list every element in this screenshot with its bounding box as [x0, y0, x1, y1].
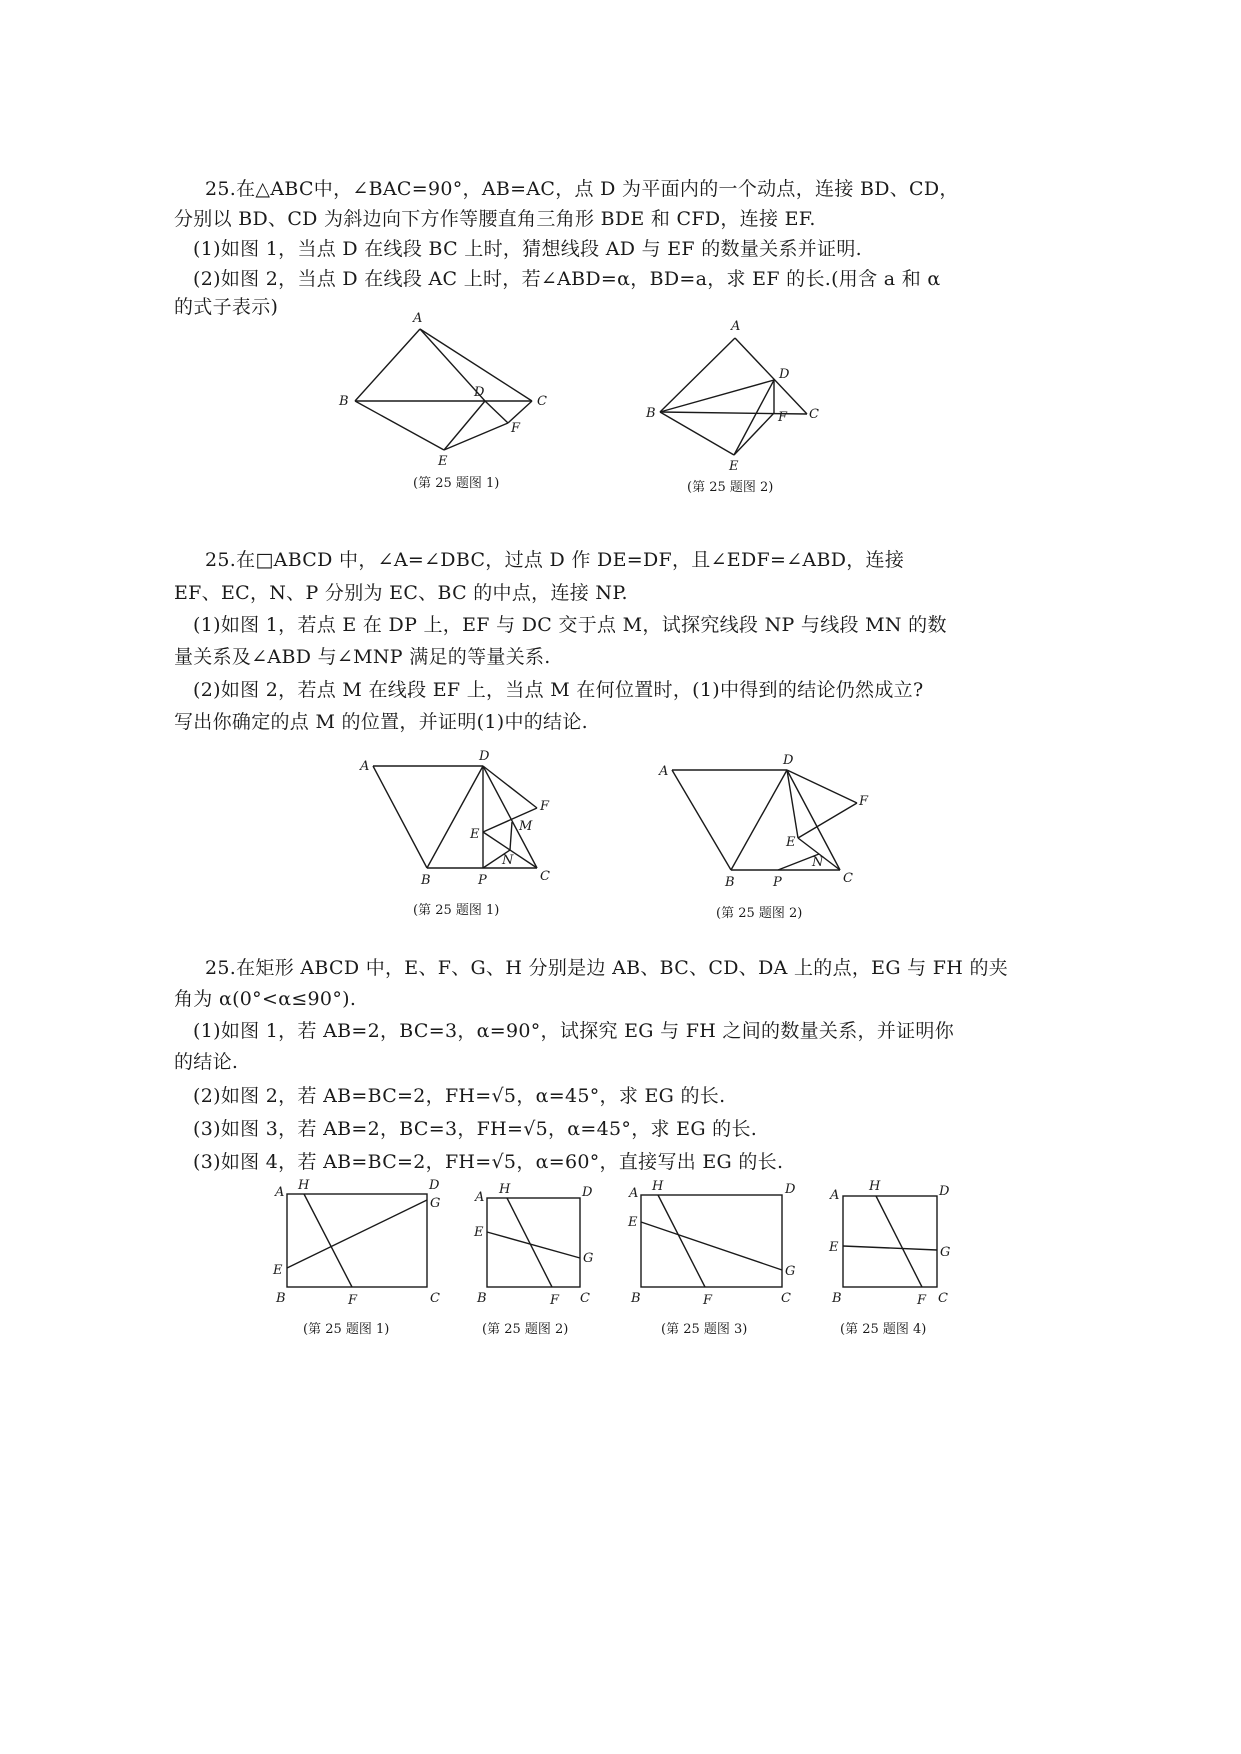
segment-EG: [641, 1222, 782, 1270]
problem-1-line-1: 25.在△ABC中，∠BAC=90°，AB=AC，点 D 为平面内的一个动点，连接 BD、CD，: [205, 178, 959, 200]
problem-3-caption-2: (第 25 题图 2): [482, 1322, 569, 1337]
label-P: P: [478, 873, 487, 888]
problem-1-caption-1: (第 25 题图 1): [413, 476, 500, 491]
label-H: H: [499, 1182, 511, 1197]
label-A: A: [475, 1190, 485, 1205]
label-C: C: [843, 871, 853, 886]
label-D: D: [783, 753, 794, 768]
problem-2-caption-2: (第 25 题图 2): [716, 906, 803, 921]
problem-1-line-2: 分别以 BD、CD 为斜边向下方作等腰直角三角形 BDE 和 CFD，连接 EF.: [174, 208, 816, 230]
label-A: A: [360, 759, 370, 774]
label-F: F: [348, 1293, 358, 1308]
label-A: A: [629, 1186, 639, 1201]
label-F: F: [917, 1293, 927, 1308]
label-B: B: [646, 406, 656, 421]
label-A: A: [830, 1188, 840, 1203]
label-B: B: [276, 1291, 286, 1306]
label-D: D: [779, 367, 790, 382]
problem-1-caption-2: (第 25 题图 2): [687, 480, 774, 495]
rectangle-ABCD: [641, 1195, 782, 1287]
segment-HF: [507, 1198, 552, 1287]
label-G: G: [430, 1196, 441, 1211]
problem-3-figure-4: [828, 1179, 950, 1308]
label-H: H: [869, 1179, 881, 1194]
problem-3-line-5: (2)如图 2，若 AB=BC=2，FH=√5，α=45°，求 EG 的长.: [193, 1085, 726, 1107]
label-D: D: [479, 749, 490, 764]
label-D: D: [429, 1178, 440, 1193]
rectangle-ABCD: [843, 1196, 937, 1287]
label-C: C: [580, 1291, 590, 1306]
problem-3-line-3: (1)如图 1，若 AB=2，BC=3，α=90°，试探究 EG 与 FH 之间的数量关系，并证明你: [193, 1020, 955, 1042]
label-B: B: [631, 1291, 641, 1306]
label-D: D: [474, 385, 485, 400]
label-D: D: [939, 1184, 950, 1199]
problem-3-line-1: 25.在矩形 ABCD 中，E、F、G、H 分别是边 AB、BC、CD、DA 上的点，EG 与 FH 的夹: [205, 957, 1009, 979]
label-N: N: [812, 855, 824, 870]
label-A: A: [731, 319, 741, 334]
problem-2-line-5: (2)如图 2，若点 M 在线段 EF 上，当点 M 在何位置时，(1)中得到的结论仍然成立?: [193, 679, 924, 701]
label-F: F: [550, 1293, 560, 1308]
label-C: C: [540, 869, 550, 884]
label-F: F: [511, 421, 521, 436]
label-A: A: [275, 1185, 285, 1200]
problem-3-caption-3: (第 25 题图 3): [661, 1322, 748, 1337]
label-G: G: [940, 1245, 951, 1260]
label-P: P: [773, 875, 782, 890]
label-E: E: [470, 827, 480, 842]
label-C: C: [781, 1291, 791, 1306]
problem-3-line-7: (3)如图 4，若 AB=BC=2，FH=√5，α=60°，直接写出 EG 的长.: [193, 1151, 784, 1173]
problem-1-line-4: (2)如图 2，当点 D 在线段 AC 上时，若∠ABD=α，BD=a，求 EF 的长.(用含 a 和 α: [193, 268, 941, 290]
label-G: G: [785, 1264, 796, 1279]
problem-2-line-6: 写出你确定的点 M 的位置，并证明(1)中的结论.: [174, 711, 588, 733]
label-A: A: [659, 764, 669, 779]
label-E: E: [273, 1263, 283, 1278]
label-E: E: [729, 459, 739, 474]
label-E: E: [829, 1240, 839, 1255]
label-E: E: [786, 835, 796, 850]
segment-EG: [843, 1246, 937, 1250]
label-B: B: [421, 873, 431, 888]
label-B: B: [725, 875, 735, 890]
problem-3-caption-4: (第 25 题图 4): [840, 1322, 927, 1337]
label-C: C: [938, 1291, 948, 1306]
label-F: F: [778, 410, 788, 425]
label-E: E: [628, 1215, 638, 1230]
label-F: F: [540, 799, 550, 814]
problem-3-line-6: (3)如图 3，若 AB=2，BC=3，FH=√5，α=45°，求 EG 的长.: [193, 1118, 758, 1140]
label-F: F: [859, 794, 869, 809]
problem-2-line-2: EF、EC，N、P 分别为 EC、BC 的中点，连接 NP.: [174, 582, 628, 604]
label-B: B: [339, 394, 349, 409]
label-G: G: [583, 1251, 594, 1266]
label-A: A: [413, 311, 423, 326]
label-C: C: [809, 407, 819, 422]
problem-1-line-5: 的式子表示): [174, 296, 279, 318]
rectangle-ABCD: [487, 1198, 580, 1287]
label-H: H: [298, 1178, 310, 1193]
label-C: C: [537, 394, 547, 409]
label-F: F: [703, 1293, 713, 1308]
problem-3-line-4: 的结论.: [174, 1051, 239, 1073]
label-B: B: [832, 1291, 842, 1306]
problem-3-line-2: 角为 α(0°<α≤90°).: [174, 988, 357, 1010]
problem-3-figure-3: [627, 1179, 796, 1308]
problem-2-line-3: (1)如图 1，若点 E 在 DP 上，EF 与 DC 交于点 M，试探究线段 NP 与线段 MN 的数: [193, 614, 947, 636]
problem-2-line-1: 25.在□ABCD 中，∠A=∠DBC，过点 D 作 DE=DF，且∠EDF=∠ABD，连接: [205, 549, 905, 571]
segment-HF: [876, 1196, 922, 1287]
label-D: D: [785, 1182, 796, 1197]
label-B: B: [477, 1291, 487, 1306]
problem-2-line-4: 量关系及∠ABD 与∠MNP 满足的等量关系.: [174, 646, 551, 668]
segment-EG: [487, 1232, 580, 1258]
problem-2-caption-1: (第 25 题图 1): [413, 903, 500, 918]
label-M: M: [519, 819, 533, 834]
problem-1-line-3: (1)如图 1，当点 D 在线段 BC 上时，猜想线段 AD 与 EF 的数量关系并证明.: [193, 238, 862, 260]
label-C: C: [430, 1291, 440, 1306]
label-H: H: [652, 1179, 664, 1194]
rectangle-ABCD: [287, 1194, 427, 1287]
label-N: N: [502, 853, 514, 868]
segment-EG: [287, 1200, 427, 1268]
problem-3-figure-2: [473, 1182, 593, 1308]
label-E: E: [438, 454, 448, 469]
label-E: E: [474, 1225, 484, 1240]
label-D: D: [582, 1185, 593, 1200]
problem-3-caption-1: (第 25 题图 1): [303, 1322, 390, 1337]
problem-3-figure-1: [272, 1178, 440, 1308]
